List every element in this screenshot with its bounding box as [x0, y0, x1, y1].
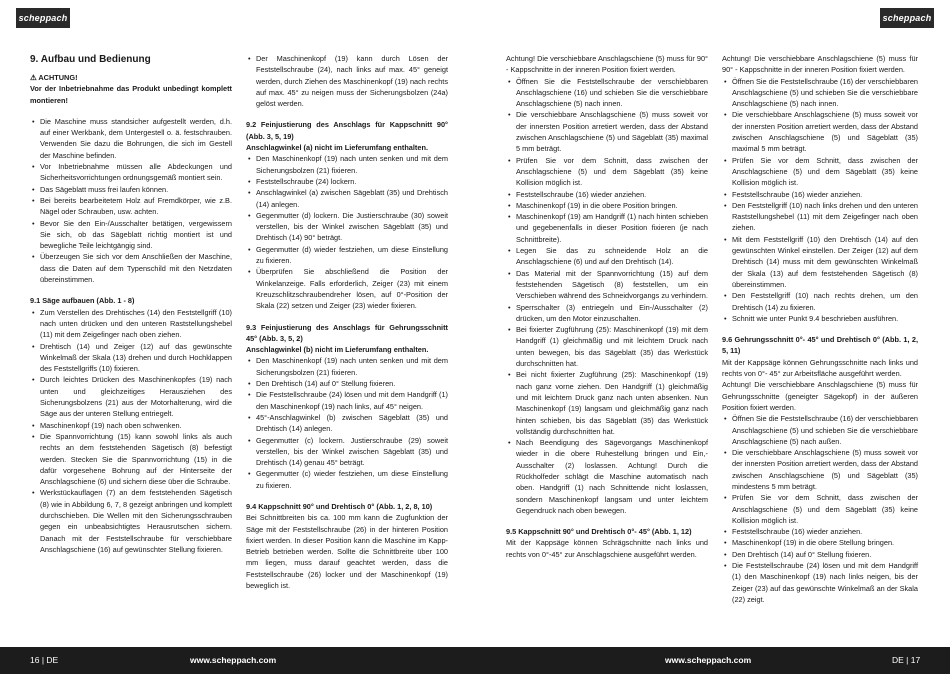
list-item: • Maschinenkopf (19) nach oben schwenken. [30, 420, 232, 431]
list-item: • Bei nicht fixierter Zugführung (25): Maschinenkopf (19) nach ganz vorne ziehen. Den Handgriff (1) gleichmäßig und mit leichtem Druck ganz nach unten absenken. Nun Maschinenkopf (19) langsam und gleichmäßig ganz nach hinten schieben, bis das Sägeblatt (35) das Werkstück vollständig durchschnitten hat. [506, 369, 708, 437]
list-item: • Gegenmutter (d) lockern. Die Justierschraube (30) soweit verstellen, bis der Winkel zwischen Sägeblatt (35) und Drehtisch (14) 90° beträgt. [246, 210, 448, 244]
list-item: • Der Maschinenkopf (19) kann durch Lösen der Feststellschraube (24), nach links auf max. 45° geneigt werden, durch Ziehen des Maschinenkopf (19) nach rechts auf max. 45° zu neigen muss der Sicherungsbolzen (24a) gelöst werden. [246, 53, 448, 109]
list-item: • Den Feststellgriff (10) nach rechts drehen, um den Drehtisch (14) zu fixieren. [722, 290, 918, 313]
list-item: • Die Spannvorrichtung (15) kann sowohl links als auch rechts an dem feststehenden Sägetisch (8) befestigt werden. Stecken Sie die Spannvorrichtung (15) in die dafür vorgesehene Bohrung auf der Hinterseite der Anschlagschiene (6) und sichern diese über die Schraube. [30, 431, 232, 487]
list-item: • Gegenmutter (d) wieder festziehen, um diese Einstellung zu fixieren. [246, 244, 448, 267]
list-item: • 45°-Anschlagwinkel (b) zwischen Sägeblatt (35) und Drehtisch (14) anlegen. [246, 412, 448, 435]
list-item: • Werkstückauflagen (7) an dem feststehenden Sägetisch (8) wie in Abbildung 6, 7, 8 gezeigt anbringen und komplett durchschieben. Die Wellen mit den Sicherungsschrauben gegen ein unbeabsichtigtes Herausrutschen sichern. Danach mit der Feststellschraube für verschiebbare Anschlagschiene (16) auf gewünschter Stellung fixieren. [30, 487, 232, 555]
list-item: • Durch leichtes Drücken des Maschinenkopfes (19) nach unten und gleichzeitiges Herausziehen des Sicherungsbolzens (21) aus der Motorhalterung, wird die Säge aus der unteren Stellung entriegelt. [30, 374, 232, 419]
list-item: • Öffnen Sie die Feststellschraube (16) der verschiebbaren Anschlagschiene (5) und schieben Sie die verschiebbare Anschlagschiene (5) nach außen. [722, 413, 918, 447]
list-item: • Bevor Sie den Ein-/Ausschalter betätigen, vergewissern Sie sich, ob das Sägeblatt richtig montiert ist und bewegliche Teile leichtgängig sind. [30, 218, 232, 252]
column-3 [506, 53, 708, 560]
section-9-6-list [722, 413, 918, 605]
page-footer [0, 647, 950, 674]
list-item: • Öffnen Sie die Feststellschraube der verschiebbaren Anschlagschiene (16) und schieben Sie die verschiebbare Anschlagschiene (5) nach innen. [506, 76, 708, 110]
list-item: • Zum Verstellen des Drehtisches (14) den Feststellgriff (10) nach unten drücken und den unteren Raststellungshebel (11) mit dem Zeigefinger nach oben ziehen. [30, 307, 232, 341]
list-item: • Maschinenkopf (19) in die obere Position bringen. [506, 200, 708, 211]
col2-top-list [246, 53, 448, 109]
warning-title: ⚠ ACHTUNG! [30, 73, 78, 82]
section-9-3-sub: Anschlagwinkel (b) nicht im Lieferumfang enthalten. [246, 345, 429, 355]
section-9-3-title: 9.3 Feinjustierung des Anschlags für Gehrungsschnitt 45° (Abb. 3, 5, 2) [246, 322, 448, 343]
section-9-5-text: Mit der Kappsäge können Schrägschnitte nach links und rechts von 0°-45° zur Anschlagschiene ausgeführt werden. [506, 538, 708, 559]
column-2 [246, 53, 448, 591]
section-9-1-list [30, 307, 232, 556]
list-item: • Die verschiebbare Anschlagschiene (5) muss soweit vor der innersten Position arretiert werden, dass der Abstand zwischen Anschlagschiene (5) und Sägeblatt (35) maximal 5 mm beträgt. [722, 109, 918, 154]
list-item: • Feststellschraube (16) wieder anziehen. [722, 526, 918, 537]
section-9-2-title: 9.2 Feinjustierung des Anschlags für Kappschnitt 90° (Abb. 3, 5, 19) [246, 120, 448, 141]
list-item: • Überprüfen Sie abschließend die Position der Winkelanzeige. Falls erforderlich, Zeiger (23) mit einem Kreuzschlitzschraubendreher lösen, auf 0°-Position der Skala (22) setzen und Zeiger (23) wieder fixieren. [246, 266, 448, 311]
list-item: • Überzeugen Sie sich vor dem Anschließen der Maschine, dass die Daten auf dem Typenschild mit den Netzdaten übereinstimmen. [30, 251, 232, 285]
col4-list [722, 76, 918, 325]
list-item: • Feststellschraube (16) wieder anziehen. [506, 189, 708, 200]
page-number-right: DE | 17 [892, 655, 921, 665]
list-item: • Legen Sie das zu schneidende Holz an die Anschlagschiene (6) und auf den Drehtisch (14). [506, 245, 708, 268]
list-item: • Maschinenkopf (19) am Handgriff (1) nach hinten schieben und gegebenenfalls in dieser Position fixieren (je nach Schnittbreite). [506, 211, 708, 245]
list-item: • Das Material mit der Spannvorrichtung (15) auf dem feststehenden Sägetisch (8) feststellen, um ein Verschieben während des Schneidvorgangs zu verhindern. [506, 268, 708, 302]
list-item: • Vor Inbetriebnahme müssen alle Abdeckungen und Sicherheitsvorrichtungen ordnungsgemäß montiert sein. [30, 161, 232, 184]
section-9-3-list [246, 355, 448, 491]
section-9-5-title: 9.5 Kappschnitt 90° und Drehtisch 0°- 45° (Abb. 1, 12) [506, 527, 692, 537]
section-9-2-sub: Anschlagwinkel (a) nicht im Lieferumfang enthalten. [246, 143, 428, 153]
list-item: • Die verschiebbare Anschlagschiene (5) muss soweit vor der innersten Position arretiert werden, dass der Abstand zwischen Anschlagschiene (5) und Sägeblatt (35) maximal 5 mm beträgt. [506, 109, 708, 154]
column-4 [722, 53, 918, 605]
list-item: • Schnitt wie unter Punkt 9.4 beschrieben ausführen. [722, 313, 918, 324]
list-item: • Maschinenkopf (19) in die obere Stellung bringen. [722, 537, 918, 548]
list-item: • Nach Beendigung des Sägevorgangs Maschinenkopf wieder in die obere Ruhestellung bringen und Ein,- Ausschalter (2) loslassen. Achtung! Durch die Rückholfeder schlägt die Maschine automatisch nach oben. Handgriff (1) nach Schnittende nicht loslassen, sondern Maschinenkopf langsam und unter leichtem Gegendruck nach oben bewegen. [506, 437, 708, 516]
page-number-left: 16 | DE [30, 655, 59, 665]
list-item: • Prüfen Sie vor dem Schnitt, dass zwischen der Anschlagschiene (5) und dem Sägeblatt (35) keine Kollision möglich ist. [506, 155, 708, 189]
section-9-6-text: Mit der Kappsäge können Gehrungsschnitte nach links und rechts von 0°- 45° zur Arbeitsfläche ausgeführt werden. [722, 357, 918, 379]
list-item: • Den Maschinenkopf (19) nach unten senken und mit dem Sicherungsbolzen (21) fixieren. [246, 153, 448, 176]
list-item: • Den Feststellgriff (10) nach links drehen und den unteren Raststellungshebel (11) mit dem Zeigefinger nach oben ziehen. [722, 200, 918, 234]
chapter-title: 9. Aufbau und Bedienung [30, 54, 151, 65]
col3-intro: Achtung! Die verschiebbare Anschlagschiene (5) muss für 90° - Kappschnitte in der inneren Position fixiert werden. [506, 54, 708, 75]
list-item: • Das Sägeblatt muss frei laufen können. [30, 184, 232, 195]
assembly-list [30, 116, 232, 285]
list-item: • Feststellschraube (16) wieder anziehen. [722, 189, 918, 200]
section-9-2-list [246, 153, 448, 311]
list-item: • Sperrschalter (3) entriegeln und Ein-/Ausschalter (2) drücken, um den Motor einzuschalten. [506, 302, 708, 325]
list-item: • Anschlagwinkel (a) zwischen Sägeblatt (35) und Drehtisch (14) anlegen. [246, 187, 448, 210]
col3-list [506, 76, 708, 517]
list-item: • Prüfen Sie vor dem Schnitt, dass zwischen der Anschlagschiene (5) und dem Sägeblatt (35) keine Kollision möglich ist. [722, 155, 918, 189]
list-item: • Gegenmutter (c) lockern. Justierschraube (29) soweit verstellen, bis der Winkel zwischen Sägeblatt (35) und Drehtisch (14) genau 45° beträgt. [246, 435, 448, 469]
section-9-1-title: 9.1 Säge aufbauen (Abb. 1 - 8) [30, 296, 135, 306]
website-link-left[interactable]: www.scheppach.com [190, 655, 277, 665]
list-item: • Die verschiebbare Anschlagschiene (5) muss soweit vor der innersten Position arretiert werden, dass der Abstand zwischen Anschlagschiene (5) und Sägeblatt (35) mindestens 5 mm beträgt. [722, 447, 918, 492]
section-9-4-text: Bei Schnittbreiten bis ca. 100 mm kann die Zugfunktion der Säge mit der Feststellschraube (26) in der hinteren Position fixiert werden. In dieser Position kann die Maschine im Kapp-Betrieb betrieben werden. Sollte die Schnittbreite über 100 mm liegen, muss darauf geachtet werden, dass die Feststellschraube (26) locker und der Maschinenkopf (19) beweglich ist. [246, 513, 448, 591]
list-item: • Mit dem Feststellgriff (10) den Drehtisch (14) auf den gewünschten Winkel einstellen. Der Zeiger (12) auf dem Drehtisch (14) muss mit dem gewünschten Winkelmaß der Skala (13) auf dem feststehenden Sägetisch (8) übereinstimmen. [722, 234, 918, 290]
website-link-right[interactable]: www.scheppach.com [665, 655, 752, 665]
warning-text: Vor der Inbetriebnahme das Produkt unbedingt komplett montieren! [30, 84, 232, 105]
section-9-6-note: Achtung! Die verschiebbare Anschlagschiene (5) muss für Gehrungsschnitte (geneigter Sägekopf) in der äußeren Position fixiert werden. [722, 380, 918, 412]
list-item: • Den Drehtisch (14) auf 0° Stellung fixieren. [722, 549, 918, 560]
list-item: • Drehtisch (14) und Zeiger (12) auf das gewünschte Winkelmaß der Skala (13) drehen und durch Hochklappen des Feststellgriffs (10) fixieren. [30, 341, 232, 375]
list-item: • Den Maschinenkopf (19) nach unten senken und mit dem Sicherungsbolzen (21) fixieren. [246, 355, 448, 378]
list-item: • Öffnen Sie die Feststellschraube (16) der verschiebbaren Anschlagschiene (5) und schieben Sie die verschiebbare Anschlagschiene (5) nach innen. [722, 76, 918, 110]
section-9-6-title: 9.6 Gehrungsschnitt 0°- 45° und Drehtisch 0° (Abb. 1, 2, 5, 11) [722, 335, 918, 356]
brand-logo-left: scheppach [16, 8, 70, 28]
list-item: • Gegenmutter (c) wieder festziehen, um diese Einstellung zu fixieren. [246, 468, 448, 491]
list-item: • Den Drehtisch (14) auf 0° Stellung fixieren. [246, 378, 448, 389]
section-9-4-title: 9.4 Kappschnitt 90° und Drehtisch 0° (Abb. 1, 2, 8, 10) [246, 501, 433, 511]
list-item: • Die Feststellschraube (24) lösen und mit dem Handgriff (1) den Maschinenkopf (19) nach links, auf 45° neigen. [246, 389, 448, 412]
brand-logo-right: scheppach [880, 8, 934, 28]
list-item: • Bei bereits bearbeitetem Holz auf Fremdkörper, wie z.B. Nägel oder Schrauben, usw. achten. [30, 195, 232, 218]
list-item: • Die Maschine muss standsicher aufgestellt werden, d.h. auf einer Werkbank, dem Untergestell o. ä. festschrauben. Verwenden Sie dazu die Bohrungen, die sich im Gestell der Maschine befinden. [30, 116, 232, 161]
column-1 [30, 53, 232, 555]
list-item: • Bei fixierter Zugführung (25): Maschinenkopf (19) mit dem Handgriff (1) gleichmäßig und mit leichtem Druck nach unten bewegen, bis das Sägeblatt (35) das Werkstück durchschnitten hat. [506, 324, 708, 369]
list-item: • Prüfen Sie vor dem Schnitt, dass zwischen der Anschlagschiene (5) und dem Sägeblatt (35) keine Kollision möglich ist. [722, 492, 918, 526]
col4-intro: Achtung! Die verschiebbare Anschlagschiene (5) muss für 90° - Kappschnitte in der inneren Position fixiert werden. [722, 54, 918, 75]
list-item: • Die Feststellschraube (24) lösen und mit dem Handgriff (1) den Maschinenkopf (19) nach links neigen, bis der Zeiger (23) auf das gewünschte Winkelmaß an der Skala (22) zeigt. [722, 560, 918, 605]
list-item: • Feststellschraube (24) lockern. [246, 176, 448, 187]
